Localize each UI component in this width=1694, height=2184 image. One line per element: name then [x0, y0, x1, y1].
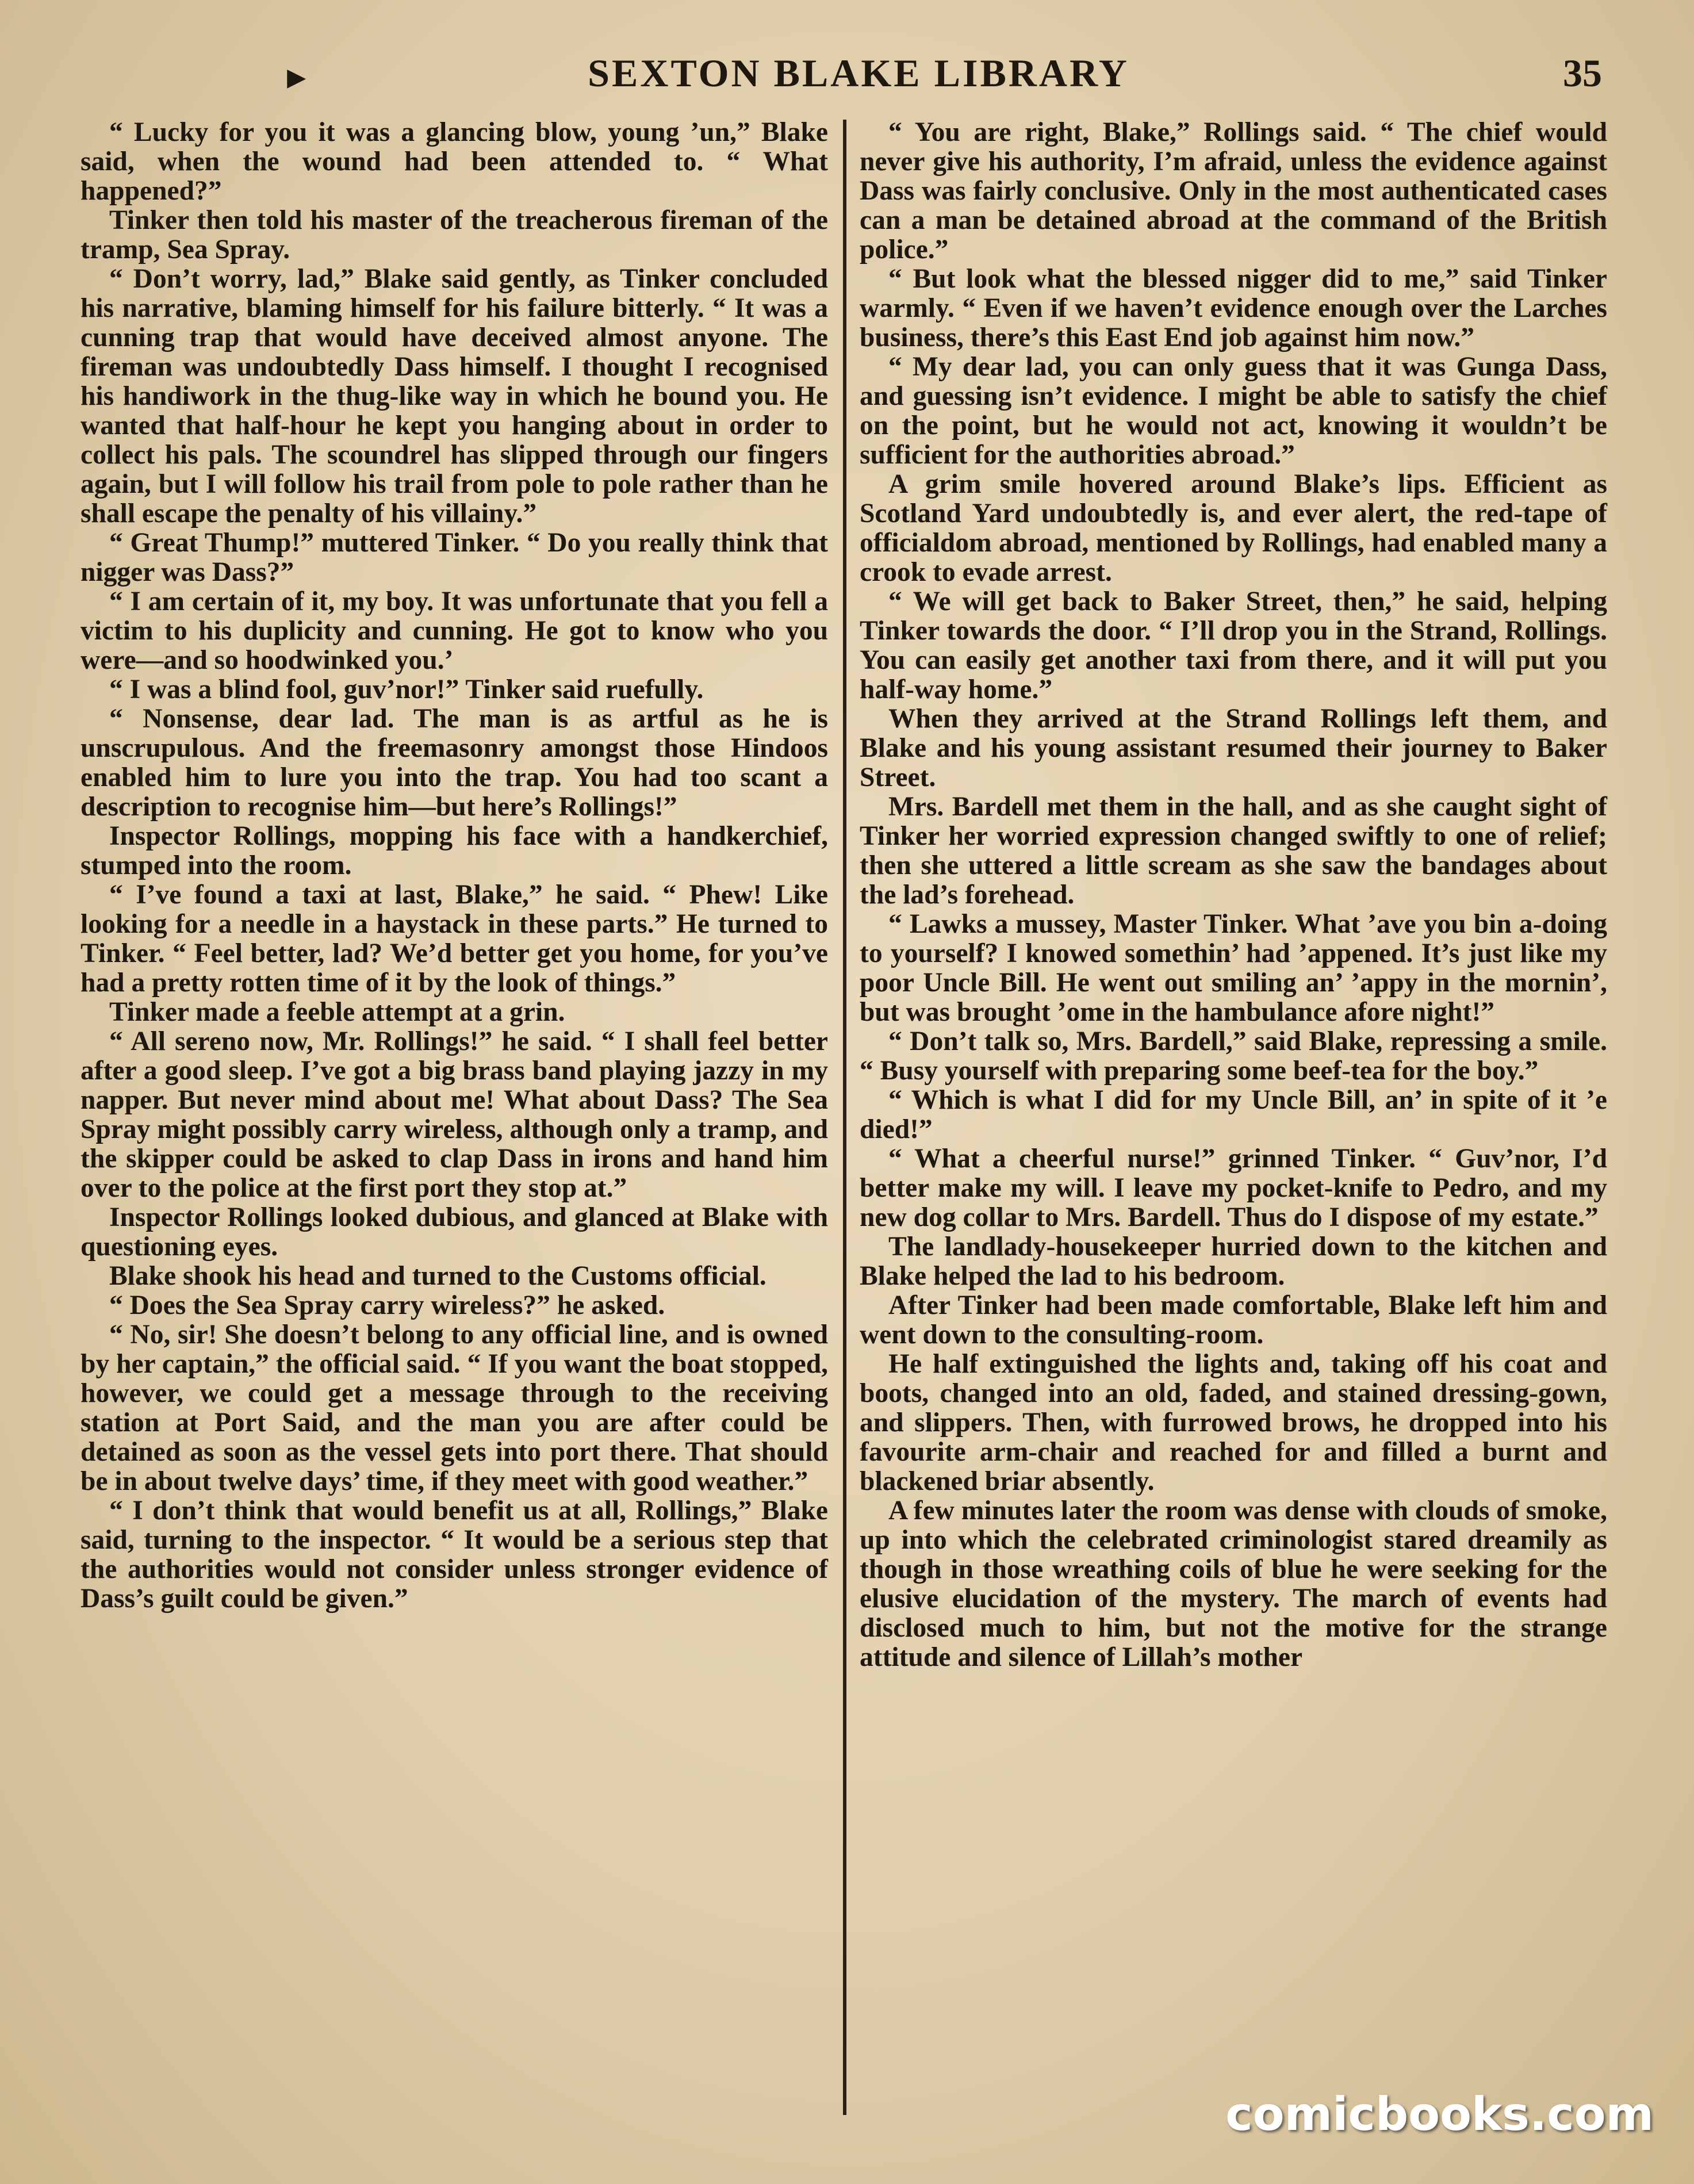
paragraph: “ But look what the blessed nigger did to me,” said Tinker warmly. “ Even if we haven’t evidence enough over the Larches business, there’s this East End job against him now.” [860, 264, 1607, 352]
paragraph: “ I don’t think that would benefit us at all, Rollings,” Blake said, turning to the inspector. “ It would be a serious step that the authorities would not consider unless stronger evidence of Dass’s guilt could be given.” [81, 1496, 828, 1614]
column-divider [843, 120, 846, 2115]
paragraph: “ Great Thump!” muttered Tinker. “ Do you really think that nigger was Dass?” [81, 528, 828, 587]
paragraph: “ Don’t worry, lad,” Blake said gently, as Tinker concluded his narrative, blaming himself for his failure bitterly. “ It was a cunning trap that would have deceived almost anyone. The fireman was undoubtedly Dass himself. I thought I recognised his handiwork in the thug-like way in which he bound you. He wanted that half-hour he kept you hanging about in order to collect his pals. The scoundrel has slipped through our fingers again, but I will follow his trail from pole to pole rather than he shall escape the penalty of his villainy.” [81, 264, 828, 528]
running-header [92, 51, 1625, 102]
paragraph: “ My dear lad, you can only guess that it was Gunga Dass, and guessing isn’t evidence. I might be able to satisfy the chief on the point, but he would not act, knowing it wouldn’t be sufficient for the authorities abroad.” [860, 352, 1607, 470]
paragraph: Tinker made a feeble attempt at a grin. [109, 997, 565, 1027]
paragraph: He half extinguished the lights and, taking off his coat and boots, changed into an old, faded, and stained dressing-gown, and slippers. Then, with furrowed brows, he dropped into his favourite arm-chair and reached for and filled a burnt and blackened briar absently. [860, 1349, 1607, 1496]
paragraph: “ All sereno now, Mr. Rollings!” he said. “ I shall feel better after a good sleep. I’ve got a big brass band playing jazzy in my napper. But never mind about me! What about Dass? The Sea Spray might possibly carry wireless, although only a tramp, and the skipper could be asked to clap Dass in irons and hand him over to the police at the first port they stop at.” [81, 1026, 828, 1203]
paragraph: Inspector Rollings, mopping his face with a handkerchief, stumped into the room. [81, 821, 828, 880]
paragraph: A grim smile hovered around Blake’s lips. Efficient as Scotland Yard undoubtedly is, and ever alert, the red-tape of officialdom abroad, mentioned by Rollings, had enabled many a crook to evade arrest. [860, 469, 1607, 587]
paragraph: Mrs. Bardell met them in the hall, and as she caught sight of Tinker her worried expression changed swiftly to one of relief; then she uttered a little scream as she saw the bandages about the lad’s forehead. [860, 792, 1607, 910]
paragraph: “ Nonsense, dear lad. The man is as artful as he is unscrupulous. And the freemasonry amongst those Hindoos enabled him to lure you into the trap. You had too scant a description to recognise him—but here’s Rollings!” [81, 704, 828, 822]
header-title: SEXTON BLAKE LIBRARY [588, 51, 1129, 95]
paragraph: After Tinker had been made comfortable, Blake left him and went down to the consulting-room. [860, 1290, 1607, 1350]
paragraph: When they arrived at the Strand Rollings left them, and Blake and his young assistant resumed their journey to Baker Street. [860, 704, 1607, 792]
paragraph: “ You are right, Blake,” Rollings said. “ The chief would never give his authority, I’m afraid, unless the evidence against Dass was fairly conclusive. Only in the most authenticated cases can a man be detained abroad at the command of the British police.” [860, 117, 1607, 265]
paragraph: “ I’ve found a taxi at last, Blake,” he said. “ Phew! Like looking for a needle in a haystack in these parts.” He turned to Tinker. “ Feel better, lad? We’d better get you home, for you’ve had a pretty rotten time of it by the look of things.” [81, 880, 828, 998]
paragraph: “ I was a blind fool, guv’nor!” Tinker said ruefully. [109, 675, 704, 704]
paragraph: “ Lawks a mussey, Master Tinker. What ’ave you bin a-doing to yourself? I knowed somethin’ had ’appened. It’s just like my poor Uncle Bill. He went out smiling an’ ’appy in the mornin’, but was brought ’ome in the hambulance afore night!” [860, 909, 1607, 1027]
left-text-column [81, 118, 828, 1614]
site-watermark: comicbooks.com [1225, 2087, 1654, 2141]
paragraph: Inspector Rollings looked dubious, and glanced at Blake with questioning eyes. [81, 1202, 828, 1262]
paragraph: “ No, sir! She doesn’t belong to any official line, and is owned by her captain,” the official said. “ If you want the boat stopped, however, we could get a message through to the receiving station at Port Said, and the man you are after could be detained as soon as the vessel gets into port there. That should be in about twelve days’ time, if they meet with good weather.” [81, 1320, 828, 1496]
paragraph: Blake shook his head and turned to the Customs official. [109, 1261, 766, 1291]
paragraph: Tinker then told his master of the treacherous fireman of the tramp, Sea Spray. [81, 205, 828, 265]
paragraph: “ What a cheerful nurse!” grinned Tinker. “ Guv’nor, I’d better make my will. I leave my pocket-knife to Pedro, and my new dog collar to Mrs. Bardell. Thus do I dispose of my estate.” [860, 1144, 1607, 1232]
paragraph: “ Lucky for you it was a glancing blow, young ’un,” Blake said, when the wound had been attended to. “ What happened?” [81, 117, 828, 206]
paragraph: A few minutes later the room was dense with clouds of smoke, up into which the celebrated criminologist stared dreamily as though in those wreathing coils of blue he were seeking for the elusive elucidation of the mystery. The march of events had disclosed much to him, but not the motive for the strange attitude and silence of Lillah’s mother [860, 1496, 1607, 1672]
paragraph: “ Which is what I did for my Uncle Bill, an’ in spite of it ’e died!” [860, 1085, 1607, 1144]
paragraph: The landlady-housekeeper hurried down to the kitchen and Blake helped the lad to his bedroom. [860, 1232, 1607, 1291]
paragraph: “ We will get back to Baker Street, then,” he said, helping Tinker towards the door. “ I’ll drop you in the Strand, Rollings. You can easily get another taxi from there, and it will put you half-way home.” [860, 587, 1607, 704]
paragraph: “ I am certain of it, my boy. It was unfortunate that you fell a victim to his duplicity and cunning. He got to know who you were—and so hoodwinked you.’ [81, 587, 828, 675]
right-text-column [860, 118, 1607, 1672]
page-number: 35 [1563, 51, 1602, 95]
paragraph: “ Does the Sea Spray carry wireless?” he asked. [109, 1290, 665, 1320]
paragraph: “ Don’t talk so, Mrs. Bardell,” said Blake, repressing a smile. “ Busy yourself with preparing some beef-tea for the boy.” [860, 1026, 1607, 1086]
printer-mark: ▸ [288, 58, 305, 95]
